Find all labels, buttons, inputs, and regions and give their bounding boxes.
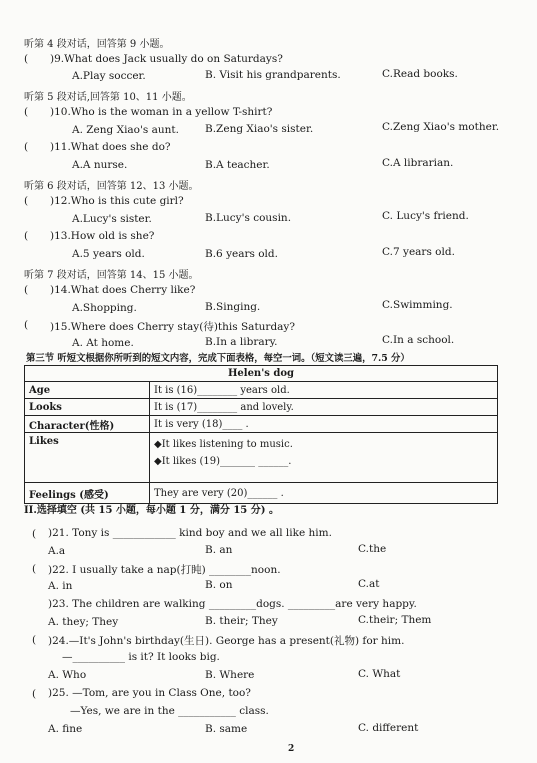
q23-option-a: A. they; They xyxy=(48,616,119,628)
likes-line-1: ◆It likes listening to music. xyxy=(154,439,293,450)
question-12: )12.Who is this cute girl? xyxy=(50,195,184,207)
q23-option-b: B. their; They xyxy=(205,615,278,627)
row-key-character: Character(性格) xyxy=(25,416,150,433)
q21-option-a: A.a xyxy=(48,545,66,557)
q14-option-b: B.Singing. xyxy=(205,301,261,313)
answer-bracket[interactable]: ( xyxy=(24,230,29,242)
question-25: )25. —Tom, are you in Class One, too? xyxy=(48,687,251,699)
q12-option-c: C. Lucy's friend. xyxy=(382,210,469,222)
question-15: )15.Where does Cherry stay(待)this Saturday? xyxy=(50,321,295,333)
dialogue-4-instruction: 听第 4 段对话，回答第 9 小题。 xyxy=(24,39,170,50)
q22-option-b: B. on xyxy=(205,579,233,591)
table-row xyxy=(25,433,498,483)
q9-option-c: C.Read books. xyxy=(382,68,458,80)
likes-cell[interactable] xyxy=(150,433,498,483)
answer-bracket[interactable]: ( xyxy=(24,195,29,207)
q21-option-c: C.the xyxy=(358,543,387,555)
dialogue-6-instruction: 听第 6 段对话，回答第 12、13 小题。 xyxy=(24,181,199,192)
question-13: )13.How old is she? xyxy=(50,230,155,242)
q15-option-c: C.In a school. xyxy=(382,334,455,346)
table-row xyxy=(25,416,498,433)
answer-bracket[interactable]: ( xyxy=(24,53,29,65)
question-9: )9.What does Jack usually do on Saturdays? xyxy=(50,53,283,65)
q15-option-b: B.In a library. xyxy=(205,336,278,348)
q14-option-c: C.Swimming. xyxy=(382,299,453,311)
q13-option-b: B.6 years old. xyxy=(205,248,278,260)
question-25-line-2: —Yes, we are in the ___________ class. xyxy=(70,705,269,717)
q11-option-a: A.A nurse. xyxy=(72,159,128,171)
question-24: )24.—It's John's birthday(生日). George has a present(礼物) for him. xyxy=(48,635,405,647)
q9-option-a: A.Play soccer. xyxy=(72,70,146,82)
q12-option-a: A.Lucy's sister. xyxy=(72,213,152,225)
answer-18-cell[interactable]: It is very (18)____ . xyxy=(150,416,498,433)
answer-bracket[interactable]: ( xyxy=(32,528,37,540)
table-title: Helen's dog xyxy=(25,366,498,382)
part-2-heading: II.选择填空 (共 15 小题，每小题 1 分，满分 15 分) 。 xyxy=(24,505,279,516)
q13-option-c: C.7 years old. xyxy=(382,246,455,258)
q13-option-a: A.5 years old. xyxy=(72,248,145,260)
q11-option-b: B.A teacher. xyxy=(205,159,270,171)
q25-option-c: C. different xyxy=(358,722,419,734)
row-key-likes: Likes xyxy=(25,433,150,483)
question-11: )11.What does she do? xyxy=(50,141,171,153)
table-row xyxy=(25,399,498,416)
q22-option-c: C.at xyxy=(358,578,380,590)
q24-option-c: C. What xyxy=(358,668,401,680)
row-key-feelings: Feelings (感受) xyxy=(25,483,150,504)
question-21: )21. Tony is ____________ kind boy and we all like him. xyxy=(48,527,332,539)
answer-16-cell[interactable]: It is (16)________ years old. xyxy=(150,382,498,399)
q15-option-a: A. At home. xyxy=(72,337,134,349)
q12-option-b: B.Lucy's cousin. xyxy=(205,212,292,224)
answer-20-cell[interactable]: They are very (20)______ . xyxy=(150,483,498,504)
q23-option-c: C.their; Them xyxy=(358,614,432,626)
table-row xyxy=(25,382,498,399)
answer-19-line[interactable]: ◆It likes (19)_______ ______. xyxy=(154,456,292,467)
q10-option-b: B.Zeng Xiao's sister. xyxy=(205,123,314,135)
question-10: )10.Who is the woman in a yellow T-shirt? xyxy=(50,106,273,118)
q10-option-a: A. Zeng Xiao's aunt. xyxy=(72,124,179,136)
answer-bracket[interactable]: ( xyxy=(32,634,37,646)
row-key-looks: Looks xyxy=(25,399,150,416)
q11-option-c: C.A librarian. xyxy=(382,157,454,169)
helens-dog-table xyxy=(24,365,498,504)
answer-bracket[interactable]: ( xyxy=(32,688,37,700)
q10-option-c: C.Zeng Xiao's mother. xyxy=(382,121,500,133)
row-key-age: Age xyxy=(25,382,150,399)
dialogue-7-instruction: 听第 7 段对话，回答第 14、15 小题。 xyxy=(24,270,199,281)
question-22: )22. I usually take a nap(打盹) ________noon. xyxy=(48,564,281,576)
q25-option-b: B. same xyxy=(205,723,248,735)
answer-17-cell[interactable]: It is (17)________ and lovely. xyxy=(150,399,498,416)
q14-option-a: A.Shopping. xyxy=(72,302,137,314)
q25-option-a: A. fine xyxy=(48,723,83,735)
q21-option-b: B. an xyxy=(205,544,233,556)
q9-option-b: B. Visit his grandparents. xyxy=(205,69,341,81)
q22-option-a: A. in xyxy=(48,580,73,592)
answer-bracket[interactable]: ( xyxy=(24,141,29,153)
page-number: 2 xyxy=(288,744,295,754)
answer-bracket[interactable]: ( xyxy=(24,284,29,296)
question-24-line-2: —__________ is it? It looks big. xyxy=(62,651,220,663)
answer-bracket[interactable]: ( xyxy=(24,106,29,118)
answer-bracket[interactable]: ( xyxy=(24,319,29,331)
q24-option-b: B. Where xyxy=(205,669,255,681)
question-14: )14.What does Cherry like? xyxy=(50,284,196,296)
q24-option-a: A. Who xyxy=(48,669,87,681)
question-23: )23. The children are walking _________dogs. _________are very happy. xyxy=(48,598,417,610)
section-3-heading: 第三节 听短文根据你所听到的短文内容，完成下面表格，每空一词。（短文读三遍，7.5 分） xyxy=(26,353,410,364)
answer-bracket[interactable]: ( xyxy=(32,563,37,575)
dialogue-5-instruction: 听第 5 段对话,回答第 10、11 小题。 xyxy=(24,92,192,103)
